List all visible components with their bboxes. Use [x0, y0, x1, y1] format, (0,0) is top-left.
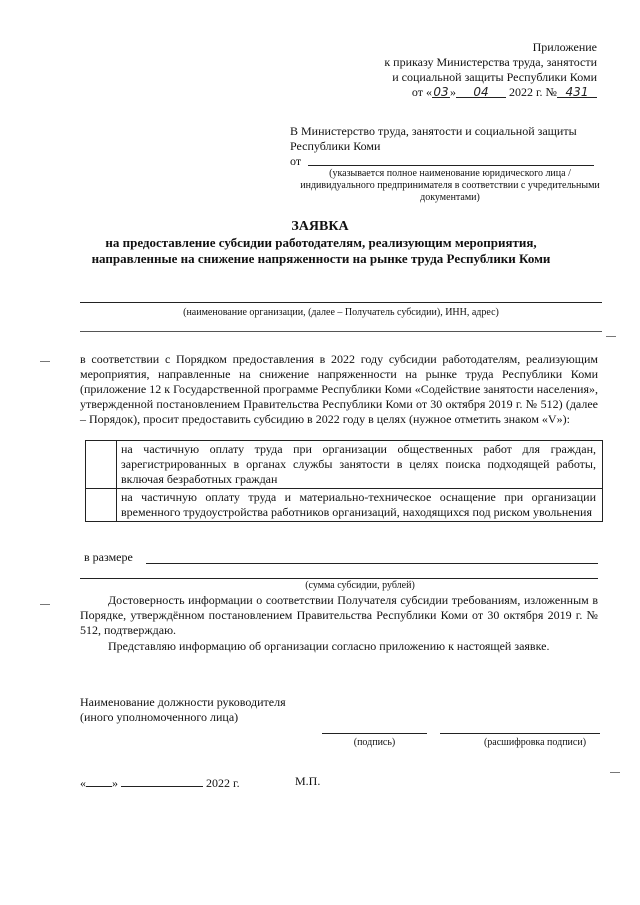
- purpose-options-table: [85, 440, 603, 522]
- handwritten-day: 03: [433, 85, 449, 99]
- signature-decode-caption: (расшифровка подписи): [483, 737, 587, 748]
- footer-year: 2022 г.: [206, 776, 240, 790]
- option-row-public-works: [86, 441, 603, 489]
- confirmation-paragraph: Достоверность информации о соответствии Получателя субсидии требованиям, изложенным в Порядке, утверждённом постановлением Правительства Республики Коми от 30 октября 2019 г. № 512, подтверждаю.: [80, 593, 598, 637]
- margin-mark: [40, 361, 50, 362]
- appendix-date-line: от «03» 04 2022 г. № 431: [297, 85, 597, 100]
- appendix-label: Приложение: [532, 40, 597, 54]
- recipient-block: [290, 124, 610, 169]
- appendix-ministry-line: и социальной защиты Республики Коми: [392, 70, 597, 84]
- margin-mark: [40, 604, 50, 605]
- attachment-paragraph: Представляю информацию об организации согласно приложению к настоящей заявке.: [108, 639, 550, 653]
- handwritten-order-number: 431: [565, 85, 589, 99]
- signer-position: [80, 695, 340, 725]
- option-checkbox-temporary-employment[interactable]: [86, 489, 117, 522]
- handwritten-month: 04: [473, 85, 489, 99]
- signature-caption: (подпись): [353, 737, 396, 748]
- recipient-line-2: Республики Коми: [290, 139, 381, 153]
- recipient-from-row: [290, 154, 610, 169]
- footer-date: « » 2022 г.: [80, 776, 240, 790]
- organization-line-2: [80, 331, 602, 332]
- signature-decode-line: [440, 733, 600, 734]
- amount-caption: (сумма субсидии, рублей): [305, 580, 415, 591]
- from-label: от: [290, 154, 302, 168]
- signer-position-line-1: Наименование должности руководителя: [80, 695, 286, 709]
- appendix-order-line: к приказу Министерства труда, занятости: [384, 55, 597, 69]
- margin-mark: [606, 336, 616, 337]
- option-row-temporary-employment: [86, 489, 603, 522]
- applicant-name-line: [308, 165, 594, 166]
- organization-line: [80, 302, 602, 303]
- amount-line-2: [80, 578, 598, 579]
- organization-caption: (наименование организации, (далее – Получатель субсидии), ИНН, адрес): [183, 307, 499, 318]
- option-checkbox-public-works[interactable]: [86, 441, 117, 489]
- option-text-public-works: на частичную оплату труда при организации общественных работ для граждан, зарегистрированных в органах службы занятости в целях поиска подходящей работы, включая безработных граждан: [117, 441, 603, 489]
- document-subtitle: на предоставление субсидии работодателям, реализующим мероприятия, направленные на снижение напряженности на рынке труда Республики Коми: [91, 235, 551, 266]
- applicant-name-note: (указывается полное наименование юридического лица / индивидуального предпринимателя в соответствии с учредительными документами): [300, 168, 600, 203]
- amount-line: [146, 563, 598, 564]
- margin-mark: [610, 772, 620, 773]
- body-paragraph: в соответствии с Порядком предоставления в 2022 году субсидии работодателям, реализующим мероприятия, направленные на снижение напряженности на рынке труда Республики Коми (приложение 12 к Государственной программе Республики Коми «Содействие занятости населения», утвержденной постановлением Правительства Республики Коми от 30 октября 2019 г. № 512) (далее – Порядок), просит предоставить субсидию в 2022 году в целях (нужное отметить знаком «V»):: [80, 352, 598, 426]
- signer-position-line-2: (иного уполномоченного лица): [80, 710, 239, 724]
- document-title: ЗАЯВКА: [291, 219, 349, 234]
- stamp-place: М.П.: [295, 774, 321, 788]
- appendix-header: [297, 40, 597, 100]
- option-text-temporary-employment: на частичную оплату труда и материально-техническое оснащение при организации временного трудоустройства работников организаций, находящихся под риском увольнения: [117, 489, 603, 522]
- amount-label: в размере: [84, 550, 133, 564]
- signature-line: [322, 733, 427, 734]
- recipient-line-1: В Министерство труда, занятости и социальной защиты: [290, 124, 577, 138]
